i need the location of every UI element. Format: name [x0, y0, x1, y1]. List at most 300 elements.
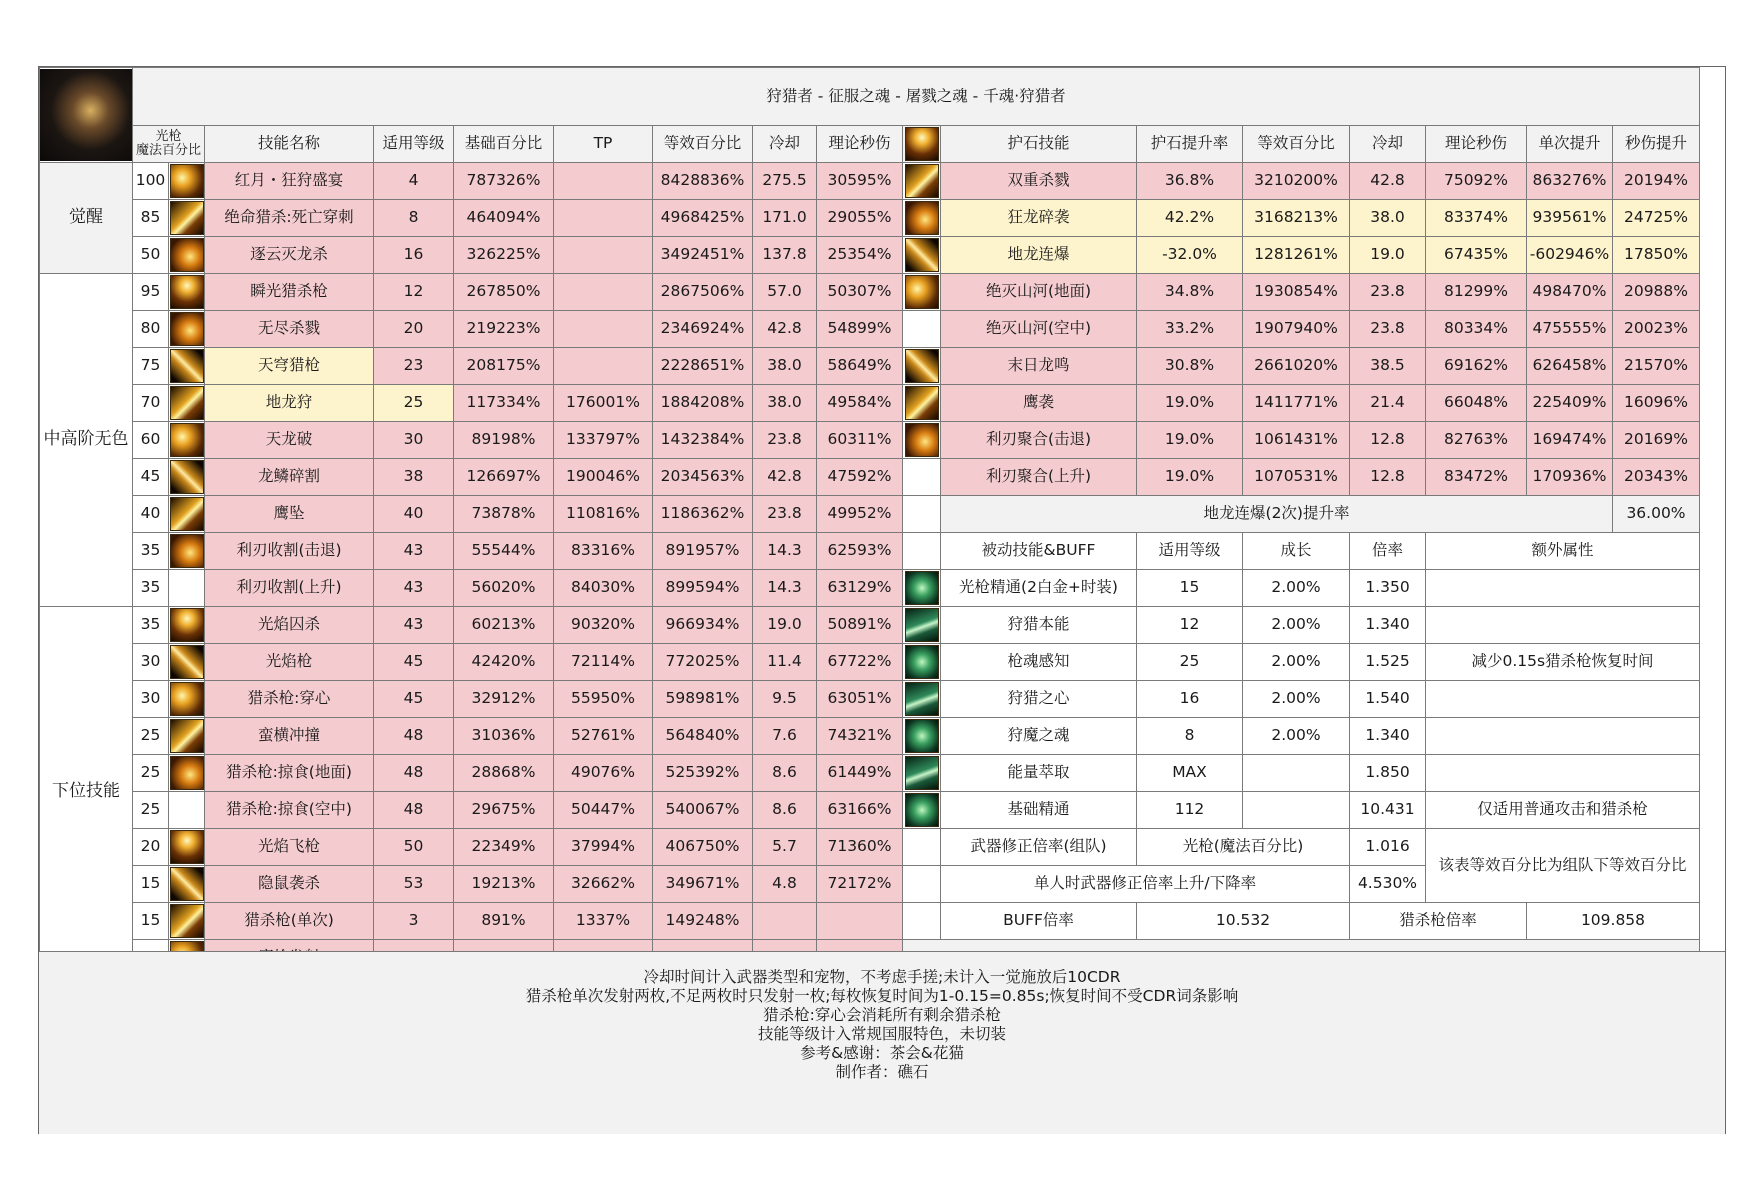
talisman-single: 863276%: [1527, 163, 1613, 200]
header-equivalent: 等效百分比: [653, 126, 753, 163]
skill-icon: [170, 719, 204, 753]
talisman-dps-up: 20988%: [1613, 274, 1700, 311]
skill-equivalent: 540067%: [653, 792, 753, 829]
skill-equivalent: 4968425%: [653, 200, 753, 237]
buff-icon-cell: [903, 903, 941, 940]
passive-level: MAX: [1137, 755, 1243, 792]
skill-tp: [554, 163, 653, 200]
skill-lv: 50: [133, 237, 169, 274]
skill-cooldown: 14.3: [753, 533, 817, 570]
skill-cooldown: 57.0: [753, 274, 817, 311]
passive-name: 狩猎本能: [941, 607, 1137, 644]
talisman-icon: [905, 201, 939, 235]
skill-name: 鹰坠: [205, 496, 374, 533]
talisman-icon: [905, 238, 939, 272]
skill-name: 猎杀枪(单次): [205, 903, 374, 940]
weapon-type: 光枪(魔法百分比): [1137, 829, 1350, 866]
passive-header-mult: 倍率: [1350, 533, 1426, 570]
skill-lv: 35: [133, 570, 169, 607]
talisman-icon-cell: [903, 348, 941, 385]
header-dps: 理论秒伤: [817, 126, 903, 163]
skill-equivalent: 1186362%: [653, 496, 753, 533]
category-low: 下位技能: [40, 607, 133, 977]
skill-cooldown: 137.8: [753, 237, 817, 274]
hunt-spear-label: 猎杀枪倍率: [1350, 903, 1527, 940]
skill-level: 8: [374, 200, 454, 237]
header-skill-level: 光枪 魔法百分比: [133, 126, 205, 163]
note-line: 参考&感谢：茶会&花猫: [800, 1044, 964, 1062]
skill-icon-cell: [169, 200, 205, 237]
character-portrait: [40, 69, 132, 161]
passive-icon-cell: [903, 533, 941, 570]
talisman-cooldown: 23.8: [1350, 311, 1426, 348]
talisman-icon-cell: [903, 200, 941, 237]
skill-base: 29675%: [454, 792, 554, 829]
skill-dps: 63051%: [817, 681, 903, 718]
skill-level: 48: [374, 755, 454, 792]
skill-base: 73878%: [454, 496, 554, 533]
talisman-equivalent: 1070531%: [1243, 459, 1350, 496]
notes-panel: [39, 951, 1725, 1134]
skill-name: 猎杀枪:穿心: [205, 681, 374, 718]
solo-value: 4.530%: [1350, 866, 1426, 903]
header-tp: TP: [554, 126, 653, 163]
header-base: 基础百分比: [454, 126, 554, 163]
skill-icon: [170, 645, 204, 679]
skill-tp: 110816%: [554, 496, 653, 533]
skill-cooldown: 42.8: [753, 459, 817, 496]
skill-icon: [170, 830, 204, 864]
header-level: 适用等级: [374, 126, 454, 163]
skill-equivalent: 8428836%: [653, 163, 753, 200]
skill-dps: 49584%: [817, 385, 903, 422]
talisman-dps-up: 20169%: [1613, 422, 1700, 459]
category-mid: 中高阶无色: [40, 274, 133, 607]
skill-tp: 133797%: [554, 422, 653, 459]
talisman-icon-cell: [903, 311, 941, 348]
skill-icon-cell: [169, 866, 205, 903]
talisman-name: 绝灭山河(地面): [941, 274, 1137, 311]
passive-name: 狩猎之心: [941, 681, 1137, 718]
skill-lv: 85: [133, 200, 169, 237]
header-talisman-name: 护石技能: [941, 126, 1137, 163]
skill-icon-cell: [169, 718, 205, 755]
skill-name: 瞬光猎杀枪: [205, 274, 374, 311]
skill-base: 267850%: [454, 274, 554, 311]
passive-icon: [905, 645, 939, 679]
passive-icon-cell: [903, 792, 941, 829]
talisman-equivalent: 1281261%: [1243, 237, 1350, 274]
skill-dps: 25354%: [817, 237, 903, 274]
skill-equivalent: 564840%: [653, 718, 753, 755]
skill-icon-cell: [169, 237, 205, 274]
passive-icon: [905, 756, 939, 790]
talisman-header-icon: [903, 126, 941, 163]
skill-level: 3: [374, 903, 454, 940]
passive-extra: [1426, 755, 1700, 792]
talisman-single: -602946%: [1527, 237, 1613, 274]
talisman-dps: 83374%: [1426, 200, 1527, 237]
skill-dps: 49952%: [817, 496, 903, 533]
skill-lv: 60: [133, 422, 169, 459]
talisman-dps-up: 20343%: [1613, 459, 1700, 496]
skill-base: 55544%: [454, 533, 554, 570]
passive-header-extra: 额外属性: [1426, 533, 1700, 570]
talisman-cooldown: 38.0: [1350, 200, 1426, 237]
skill-tp: 50447%: [554, 792, 653, 829]
hunt-spear-value: 109.858: [1527, 903, 1700, 940]
skill-tp: 37994%: [554, 829, 653, 866]
skill-dps: 63166%: [817, 792, 903, 829]
skill-icon-cell: [169, 533, 205, 570]
skill-name: 无尽杀戮: [205, 311, 374, 348]
skill-name: 绝命猎杀:死亡穿刺: [205, 200, 374, 237]
skill-lv: 25: [133, 718, 169, 755]
skill-name: 蛮横冲撞: [205, 718, 374, 755]
talisman-name: 绝灭山河(空中): [941, 311, 1137, 348]
skill-equivalent: 966934%: [653, 607, 753, 644]
skill-lv: 70: [133, 385, 169, 422]
talisman-rate: 19.0%: [1137, 385, 1243, 422]
skill-base: 56020%: [454, 570, 554, 607]
talisman-dps: 75092%: [1426, 163, 1527, 200]
passive-icon-cell: [903, 644, 941, 681]
skill-level: 16: [374, 237, 454, 274]
skill-cooldown: 38.0: [753, 385, 817, 422]
skill-equivalent: 2346924%: [653, 311, 753, 348]
skill-level: 45: [374, 681, 454, 718]
skill-name: 光焰囚杀: [205, 607, 374, 644]
note-line: 制作者：礁石: [835, 1063, 929, 1081]
skill-sheet: [38, 66, 1726, 1134]
skill-name: 光焰飞枪: [205, 829, 374, 866]
skill-dps: 62593%: [817, 533, 903, 570]
skill-lv: 100: [133, 163, 169, 200]
skill-dps: 61449%: [817, 755, 903, 792]
passive-growth: 2.00%: [1243, 570, 1350, 607]
passive-level: 25: [1137, 644, 1243, 681]
passive-header-level: 适用等级: [1137, 533, 1243, 570]
skill-icon-cell: [169, 792, 205, 829]
talisman-icon: [905, 164, 939, 198]
skill-icon-cell: [169, 829, 205, 866]
passive-extra: [1426, 607, 1700, 644]
skill-level: 40: [374, 496, 454, 533]
skill-base: 117334%: [454, 385, 554, 422]
skill-dps: 50307%: [817, 274, 903, 311]
passive-icon-cell: [903, 570, 941, 607]
skill-equivalent: 1432384%: [653, 422, 753, 459]
skill-icon: [170, 497, 204, 531]
skill-icon-cell: [169, 422, 205, 459]
skill-base: 60213%: [454, 607, 554, 644]
header-talisman-cooldown: 冷却: [1350, 126, 1426, 163]
talisman-cooldown: 19.0: [1350, 237, 1426, 274]
skill-dps: 29055%: [817, 200, 903, 237]
skill-icon: [170, 682, 204, 716]
skill-equivalent: 406750%: [653, 829, 753, 866]
talisman-dps: 67435%: [1426, 237, 1527, 274]
talisman-name: 鹰袭: [941, 385, 1137, 422]
talisman-dps-up: 20194%: [1613, 163, 1700, 200]
talisman-icon-cell: [903, 237, 941, 274]
skill-name: 利刃收割(上升): [205, 570, 374, 607]
passive-icon-cell: [903, 681, 941, 718]
skill-cooldown: 7.6: [753, 718, 817, 755]
skill-icon: [170, 164, 204, 198]
skill-equivalent: 2034563%: [653, 459, 753, 496]
solo-label: 单人时武器修正倍率上升/下降率: [941, 866, 1350, 903]
skill-tp: [554, 237, 653, 274]
talisman-rate: -32.0%: [1137, 237, 1243, 274]
skill-icon: [170, 386, 204, 420]
skill-icon: [170, 460, 204, 494]
skill-dps: 71360%: [817, 829, 903, 866]
skill-base: 28868%: [454, 755, 554, 792]
skill-equivalent: 2867506%: [653, 274, 753, 311]
talisman-cooldown: 23.8: [1350, 274, 1426, 311]
skill-level: 53: [374, 866, 454, 903]
skill-lv: 80: [133, 311, 169, 348]
skill-cooldown: 4.8: [753, 866, 817, 903]
skill-dps: 60311%: [817, 422, 903, 459]
passive-level: 8: [1137, 718, 1243, 755]
weapon-value: 1.016: [1350, 829, 1426, 866]
skill-tp: [554, 348, 653, 385]
skill-dps: [817, 903, 903, 940]
skill-dps: 72172%: [817, 866, 903, 903]
skill-equivalent: 349671%: [653, 866, 753, 903]
skill-dps: 50891%: [817, 607, 903, 644]
skill-lv: 35: [133, 607, 169, 644]
skill-cooldown: 38.0: [753, 348, 817, 385]
skill-tp: 49076%: [554, 755, 653, 792]
skill-lv: 20: [133, 829, 169, 866]
passive-icon: [905, 571, 939, 605]
skill-equivalent: 772025%: [653, 644, 753, 681]
talisman-cooldown: 12.8: [1350, 459, 1426, 496]
skill-lv: 15: [133, 866, 169, 903]
skill-cooldown: 8.6: [753, 792, 817, 829]
skill-icon: [170, 904, 204, 938]
talisman-single: 169474%: [1527, 422, 1613, 459]
talisman-dps-up: 16096%: [1613, 385, 1700, 422]
skill-cooldown: 11.4: [753, 644, 817, 681]
skill-tp: [554, 200, 653, 237]
passive-name: 基础精通: [941, 792, 1137, 829]
earth-dragon-value: 36.00%: [1613, 496, 1700, 533]
skill-icon-cell: [169, 274, 205, 311]
talisman-icon-cell: [903, 385, 941, 422]
skill-base: 326225%: [454, 237, 554, 274]
skill-base: 126697%: [454, 459, 554, 496]
talisman-equivalent: 1411771%: [1243, 385, 1350, 422]
skill-icon: [170, 349, 204, 383]
weapon-icon-cell: [903, 829, 941, 866]
skill-icon: [170, 275, 204, 309]
skill-tp: 190046%: [554, 459, 653, 496]
skill-name: 光焰枪: [205, 644, 374, 681]
passive-growth: 2.00%: [1243, 718, 1350, 755]
skill-icon-cell: [169, 459, 205, 496]
skill-equivalent: 2228651%: [653, 348, 753, 385]
skill-cooldown: 23.8: [753, 496, 817, 533]
skill-lv: 35: [133, 533, 169, 570]
skill-icon-cell: [169, 644, 205, 681]
skill-level: 43: [374, 533, 454, 570]
talisman-cooldown: 12.8: [1350, 422, 1426, 459]
header-talisman-equivalent: 等效百分比: [1243, 126, 1350, 163]
skill-equivalent: 598981%: [653, 681, 753, 718]
skill-dps: 47592%: [817, 459, 903, 496]
skill-lv: 45: [133, 459, 169, 496]
skill-icon: [170, 201, 204, 235]
skill-base: 208175%: [454, 348, 554, 385]
talisman-emblem-icon: [905, 127, 939, 161]
skill-cooldown: [753, 903, 817, 940]
page-title: 狩猎者 - 征服之魂 - 屠戮之魂 - 千魂·狩猎者: [133, 68, 1700, 126]
talisman-equivalent: 1061431%: [1243, 422, 1350, 459]
skill-base: 42420%: [454, 644, 554, 681]
skill-dps: 67722%: [817, 644, 903, 681]
talisman-equivalent: 1907940%: [1243, 311, 1350, 348]
skill-name: 猎杀枪:掠食(空中): [205, 792, 374, 829]
skill-tp: 83316%: [554, 533, 653, 570]
passive-growth: 2.00%: [1243, 644, 1350, 681]
talisman-equivalent: 2661020%: [1243, 348, 1350, 385]
skill-cooldown: 14.3: [753, 570, 817, 607]
talisman-rate: 33.2%: [1137, 311, 1243, 348]
skill-lv: 30: [133, 681, 169, 718]
passive-level: 15: [1137, 570, 1243, 607]
passive-mult: 1.340: [1350, 718, 1426, 755]
skill-icon-cell: [169, 385, 205, 422]
passive-mult: 1.350: [1350, 570, 1426, 607]
passive-level: 12: [1137, 607, 1243, 644]
skill-equivalent: 3492451%: [653, 237, 753, 274]
header-dps-increase: 秒伤提升: [1613, 126, 1700, 163]
skill-level: 43: [374, 570, 454, 607]
talisman-name: 双重杀戮: [941, 163, 1137, 200]
passive-icon-cell: [903, 718, 941, 755]
skill-level: 25: [374, 385, 454, 422]
skill-base: 89198%: [454, 422, 554, 459]
passive-growth: 2.00%: [1243, 681, 1350, 718]
skill-tp: [554, 274, 653, 311]
skill-name: 隐鼠袭杀: [205, 866, 374, 903]
passive-name: 能量萃取: [941, 755, 1137, 792]
skill-name: 天龙破: [205, 422, 374, 459]
talisman-name: 狂龙碎袭: [941, 200, 1137, 237]
passive-growth: [1243, 755, 1350, 792]
header-cooldown: 冷却: [753, 126, 817, 163]
talisman-rate: 42.2%: [1137, 200, 1243, 237]
passive-header-name: 被动技能&BUFF: [941, 533, 1137, 570]
skill-icon: [170, 238, 204, 272]
header-talisman-dps: 理论秒伤: [1426, 126, 1527, 163]
passive-growth: 2.00%: [1243, 607, 1350, 644]
passive-extra: [1426, 570, 1700, 607]
skill-icon-cell: [169, 496, 205, 533]
note-line: 猎杀枪:穿心会消耗所有剩余猎杀枪: [763, 1006, 1001, 1024]
header-talisman-rate: 护石提升率: [1137, 126, 1243, 163]
skill-level: 20: [374, 311, 454, 348]
skill-cooldown: 23.8: [753, 422, 817, 459]
skill-lv: 75: [133, 348, 169, 385]
talisman-icon: [905, 423, 939, 457]
passive-extra: [1426, 681, 1700, 718]
talisman-dps: 69162%: [1426, 348, 1527, 385]
weapon-label: 武器修正倍率(组队): [941, 829, 1137, 866]
skill-level: 12: [374, 274, 454, 311]
skill-lv: 25: [133, 792, 169, 829]
skill-icon: [170, 867, 204, 901]
passive-icon-cell: [903, 607, 941, 644]
skill-icon-cell: [169, 755, 205, 792]
talisman-cooldown: 21.4: [1350, 385, 1426, 422]
skill-base: 219223%: [454, 311, 554, 348]
skill-icon-cell: [169, 681, 205, 718]
passive-level: 16: [1137, 681, 1243, 718]
passive-name: 枪魂感知: [941, 644, 1137, 681]
passive-level: 112: [1137, 792, 1243, 829]
header-single-increase: 单次提升: [1527, 126, 1613, 163]
talisman-rate: 19.0%: [1137, 422, 1243, 459]
passive-growth: [1243, 792, 1350, 829]
talisman-name: 利刃聚合(上升): [941, 459, 1137, 496]
talisman-single: 939561%: [1527, 200, 1613, 237]
weapon-note: 该表等效百分比为组队下等效百分比: [1426, 829, 1700, 903]
skill-equivalent: 525392%: [653, 755, 753, 792]
talisman-icon-cell: [903, 163, 941, 200]
solo-icon-cell: [903, 866, 941, 903]
skill-table: [39, 67, 1700, 977]
passive-mult: 1.525: [1350, 644, 1426, 681]
passive-header-growth: 成长: [1243, 533, 1350, 570]
skill-tp: 52761%: [554, 718, 653, 755]
skill-lv: 30: [133, 644, 169, 681]
talisman-name: 末日龙鸣: [941, 348, 1137, 385]
passive-icon: [905, 719, 939, 753]
talisman-equivalent: 3168213%: [1243, 200, 1350, 237]
passive-name: 狩魔之魂: [941, 718, 1137, 755]
passive-icon-cell: [903, 755, 941, 792]
passive-name: 光枪精通(2白金+时装): [941, 570, 1137, 607]
skill-dps: 74321%: [817, 718, 903, 755]
talisman-name: 地龙连爆: [941, 237, 1137, 274]
talisman-icon: [905, 386, 939, 420]
header-skill-name: 技能名称: [205, 126, 374, 163]
talisman-icon-cell: [903, 496, 941, 533]
talisman-rate: 34.8%: [1137, 274, 1243, 311]
skill-cooldown: 9.5: [753, 681, 817, 718]
talisman-rate: 30.8%: [1137, 348, 1243, 385]
skill-equivalent: 891957%: [653, 533, 753, 570]
passive-mult: 10.431: [1350, 792, 1426, 829]
talisman-icon: [905, 349, 939, 383]
skill-dps: 63129%: [817, 570, 903, 607]
skill-dps: 30595%: [817, 163, 903, 200]
skill-base: 19213%: [454, 866, 554, 903]
skill-cooldown: 42.8: [753, 311, 817, 348]
skill-cooldown: 171.0: [753, 200, 817, 237]
passive-icon: [905, 682, 939, 716]
skill-level: 30: [374, 422, 454, 459]
talisman-equivalent: 1930854%: [1243, 274, 1350, 311]
skill-dps: 58649%: [817, 348, 903, 385]
skill-cooldown: 5.7: [753, 829, 817, 866]
skill-level: 4: [374, 163, 454, 200]
